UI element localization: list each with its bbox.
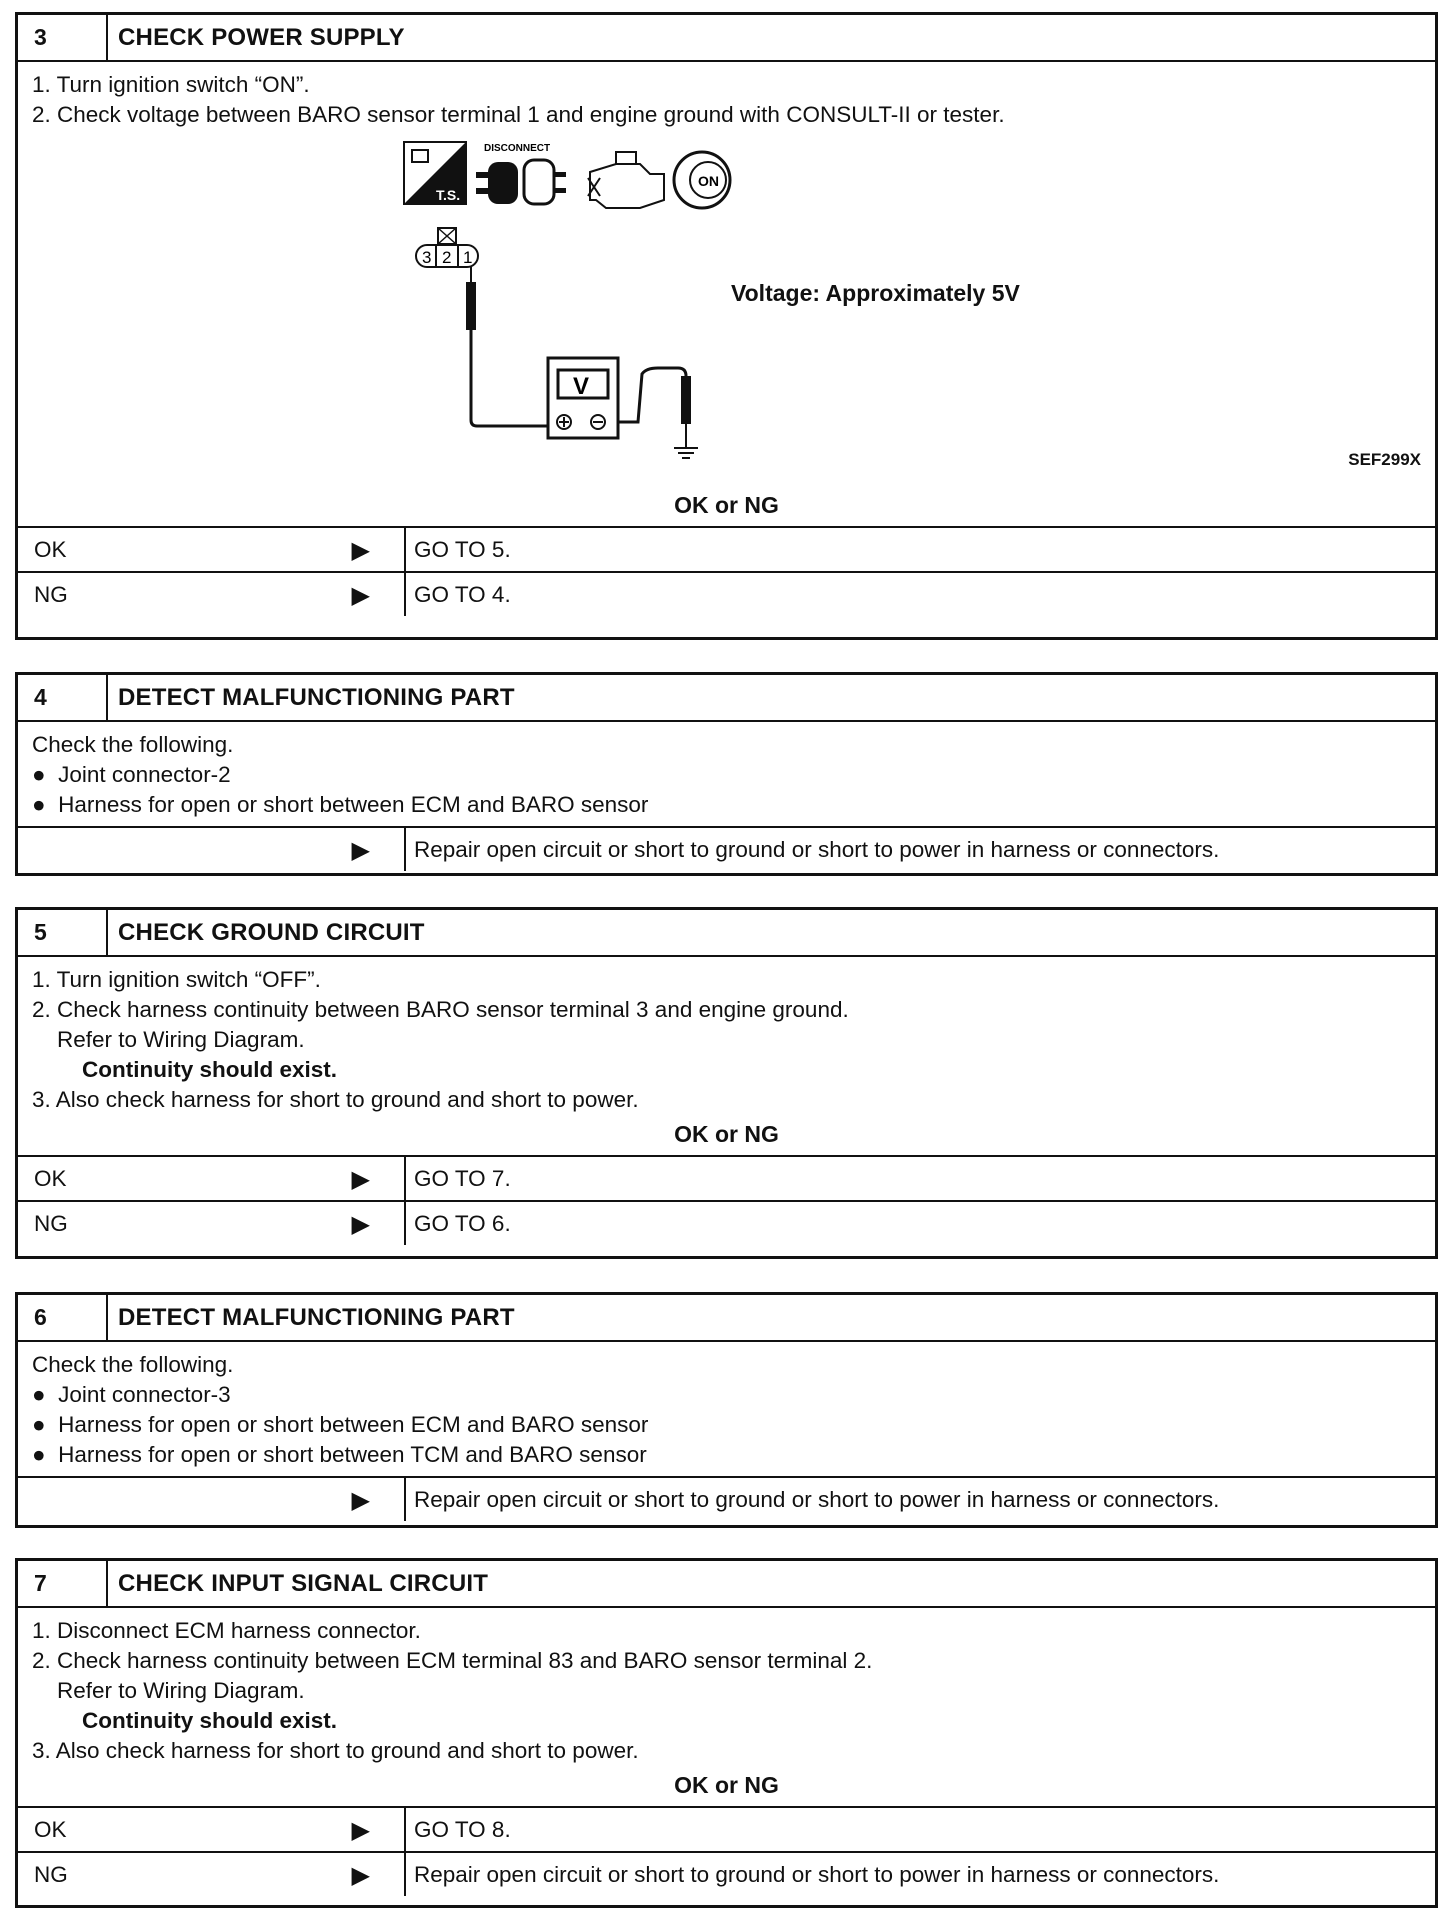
instruction-line: 3. Also check harness for short to ground and short to power. xyxy=(32,1738,639,1763)
arrow-icon: ▶ xyxy=(351,1862,370,1889)
result-action: GO TO 7. xyxy=(414,1165,511,1191)
ok-or-ng-label: OK or NG xyxy=(674,492,779,518)
voltage-check-diagram xyxy=(18,130,1435,490)
result-label: NG xyxy=(34,1861,68,1887)
ignition-on-icon xyxy=(674,152,730,208)
instruction-line: 1. Turn ignition switch “ON”. xyxy=(32,72,310,97)
pin-label: 2 xyxy=(442,248,452,267)
instruction-line: 2. Check voltage between BARO sensor terminal 1 and engine ground with CONSULT-II or tester. xyxy=(32,102,1005,127)
instruction-line: 1. Turn ignition switch “OFF”. xyxy=(32,967,321,992)
result-action: GO TO 5. xyxy=(414,536,511,562)
instruction-line: Refer to Wiring Diagram. xyxy=(32,1027,305,1052)
baro-sensor-connector xyxy=(416,228,478,267)
step-header xyxy=(18,15,1435,62)
result-label: NG xyxy=(34,1210,68,1236)
step-header xyxy=(18,1561,1435,1608)
result-row-ok xyxy=(18,1806,1435,1851)
step-instructions xyxy=(18,1608,1435,1766)
instruction-line: ● Joint connector-3 xyxy=(32,1382,231,1407)
instruction-line: Check the following. xyxy=(32,1352,234,1377)
arrow-icon: ▶ xyxy=(351,837,370,864)
step-title: DETECT MALFUNCTIONING PART xyxy=(118,683,515,711)
step-title: CHECK POWER SUPPLY xyxy=(118,23,405,51)
arrow-icon: ▶ xyxy=(351,1166,370,1193)
instruction-line: 2. Check harness continuity between BARO sensor terminal 3 and engine ground. xyxy=(32,997,849,1022)
result-action: GO TO 6. xyxy=(414,1210,511,1236)
result-action: Repair open circuit or short to ground or short to power in harness or connectors. xyxy=(414,836,1220,862)
instruction-line: Continuity should exist. xyxy=(32,1057,338,1082)
engine-icon xyxy=(588,152,664,208)
step-number: 6 xyxy=(18,1295,108,1340)
step-3 xyxy=(15,12,1438,640)
instruction-line: 1. Disconnect ECM harness connector. xyxy=(32,1618,421,1643)
result-label: OK xyxy=(34,1816,67,1842)
arrow-icon: ▶ xyxy=(351,1211,370,1238)
instruction-line: Check the following. xyxy=(32,732,234,757)
instruction-line: ● Harness for open or short between ECM and BARO sensor xyxy=(32,792,649,817)
pin-label: 1 xyxy=(463,248,473,267)
on-label: ON xyxy=(698,173,719,189)
instruction-line: ● Harness for open or short between ECM and BARO sensor xyxy=(32,1412,649,1437)
arrow-icon: ▶ xyxy=(351,582,370,609)
instruction-line: 3. Also check harness for short to ground and short to power. xyxy=(32,1087,639,1112)
ts-label: T.S. xyxy=(436,187,461,203)
ok-or-ng-label: OK or NG xyxy=(674,1772,779,1798)
step-number: 5 xyxy=(18,910,108,955)
result-row xyxy=(18,1476,1435,1521)
step-instructions xyxy=(18,1342,1435,1476)
meter-label: V xyxy=(573,373,590,400)
step-title: DETECT MALFUNCTIONING PART xyxy=(118,1303,515,1331)
figure-id: SEF299X xyxy=(1348,450,1421,469)
result-label: NG xyxy=(34,581,68,607)
test-lead xyxy=(466,267,548,426)
result-row-ok xyxy=(18,1155,1435,1200)
result-action: Repair open circuit or short to ground or short to power in harness or connectors. xyxy=(414,1486,1220,1512)
disconnect-label: DISCONNECT xyxy=(484,143,551,154)
result-label: OK xyxy=(34,1165,67,1191)
arrow-icon: ▶ xyxy=(351,1487,370,1514)
ts-icon xyxy=(404,142,466,204)
result-row-ng xyxy=(18,1200,1435,1245)
step-number: 7 xyxy=(18,1561,108,1606)
step-header xyxy=(18,910,1435,957)
step-instructions xyxy=(18,722,1435,826)
step-number: 3 xyxy=(18,15,108,60)
step-4 xyxy=(15,672,1438,876)
ok-or-ng-label: OK or NG xyxy=(674,1121,779,1147)
voltmeter xyxy=(548,358,618,438)
result-row-ok xyxy=(18,526,1435,571)
result-action: GO TO 4. xyxy=(414,581,511,607)
disconnect-icon xyxy=(476,143,566,204)
arrow-icon: ▶ xyxy=(351,537,370,564)
result-action: Repair open circuit or short to ground or short to power in harness or connectors. xyxy=(414,1861,1220,1887)
voltage-spec: Voltage: Approximately 5V xyxy=(731,280,1020,306)
result-row xyxy=(18,826,1435,871)
instruction-line: 2. Check harness continuity between ECM terminal 83 and BARO sensor terminal 2. xyxy=(32,1648,873,1673)
step-6 xyxy=(15,1292,1438,1528)
step-7 xyxy=(15,1558,1438,1908)
result-row-ng xyxy=(18,1851,1435,1896)
ground-lead xyxy=(618,368,698,458)
wiring-illustration xyxy=(18,130,1435,490)
result-row-ng xyxy=(18,571,1435,616)
step-header xyxy=(18,1295,1435,1342)
step-instructions xyxy=(18,62,1435,130)
instruction-line: Continuity should exist. xyxy=(32,1708,338,1733)
step-number: 4 xyxy=(18,675,108,720)
instruction-line: Refer to Wiring Diagram. xyxy=(32,1678,305,1703)
pin-label: 3 xyxy=(422,248,432,267)
step-title: CHECK INPUT SIGNAL CIRCUIT xyxy=(118,1569,489,1597)
step-header xyxy=(18,675,1435,722)
arrow-icon: ▶ xyxy=(351,1817,370,1844)
result-label: OK xyxy=(34,536,67,562)
step-title: CHECK GROUND CIRCUIT xyxy=(118,918,425,946)
instruction-line: ● Joint connector-2 xyxy=(32,762,231,787)
result-action: GO TO 8. xyxy=(414,1816,511,1842)
step-5 xyxy=(15,907,1438,1259)
instruction-line: ● Harness for open or short between TCM and BARO sensor xyxy=(32,1442,647,1467)
step-instructions xyxy=(18,957,1435,1115)
